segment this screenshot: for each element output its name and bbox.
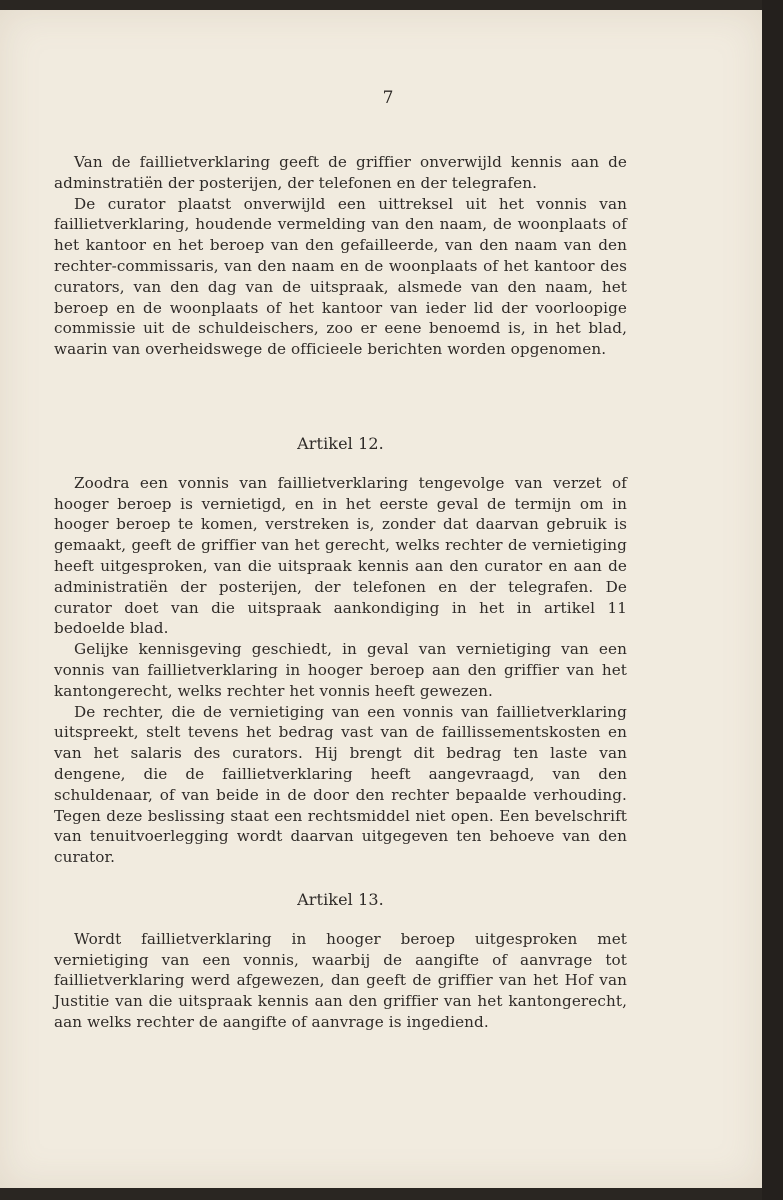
article-heading: Artikel 12.	[297, 434, 384, 453]
article-heading: Artikel 13.	[297, 890, 384, 909]
paragraph: De rechter, die de vernietiging van een vonnis van faillietverklaring uitspreekt, stelt tevens het bedrag vast van de faillissementskosten en van het salaris des curators. Hij brengt dit bedrag ten laste van dengene, die de faillietverklaring heeft aangevraagd, van den schuldenaar, of van beide in de door den rechter bepaalde verhouding. Tegen deze beslissing staat een rechtsmiddel niet open. Een bevelschrift van tenuitvoerlegging wordt daarvan uitgegeven ten behoeve van den curator.	[54, 702, 627, 867]
scan-border	[762, 0, 783, 1200]
section-article-12	[54, 434, 627, 868]
paragraph: Gelijke kennisgeving geschiedt, in geval van vernietiging van een vonnis van faillietverklaring in hooger beroep aan den griffier van het kantongerecht, welks rechter het vonnis heeft gewezen.	[54, 640, 627, 700]
paragraph: Van de faillietverklaring geeft de griffier onverwijld kennis aan de adminstratiën der posterijen, der telefonen en der telegrafen.	[54, 153, 627, 192]
page-number: 7	[382, 88, 394, 108]
document-page	[0, 10, 762, 1188]
section-article-13	[54, 890, 627, 1033]
paragraph: Wordt faillietverklaring in hooger beroep uitgesproken met vernietiging van een vonnis, waarbij de aangifte of aanvrage tot faillietverklaring werd afgewezen, dan geeft de griffier van het Hof van Justitie van die uitspraak kennis aan den griffier van het kantongerecht, aan welks rechter de aangifte of aanvrage is ingediend.	[54, 929, 627, 1031]
paragraph: Zoodra een vonnis van faillietverklaring tengevolge van verzet of hooger beroep is vernietigd, en in het eerste geval de termijn om in hooger beroep te komen, verstreken is, zonder dat daarvan gebruik is gemaakt, geeft de griffier van het gerecht, welks rechter de vernietiging heeft uitgesproken, van die uitspraak kennis aan den curator en aan de administratiën der posterijen, der telefonen en der telegrafen. De curator doet van die uitspraak aankondiging in het in artikel 11 bedoelde blad.	[54, 473, 627, 638]
section-intro	[54, 152, 627, 360]
paragraph: De curator plaatst onverwijld een uittreksel uit het vonnis van faillietverklaring, houdende vermelding van den naam, de woonplaats of het kantoor en het beroep van den gefailleerde, van den naam van den rechter-commissaris, van den naam en de woonplaats of het kantoor des curators, van den dag van de uitspraak, alsmede van den naam, het beroep en de woonplaats of het kantoor van ieder lid der voorloopige commissie uit de schuldeischers, zoo er eene benoemd is, in het blad, waarin van overheidswege de officieele berichten worden opgenomen.	[54, 194, 627, 359]
